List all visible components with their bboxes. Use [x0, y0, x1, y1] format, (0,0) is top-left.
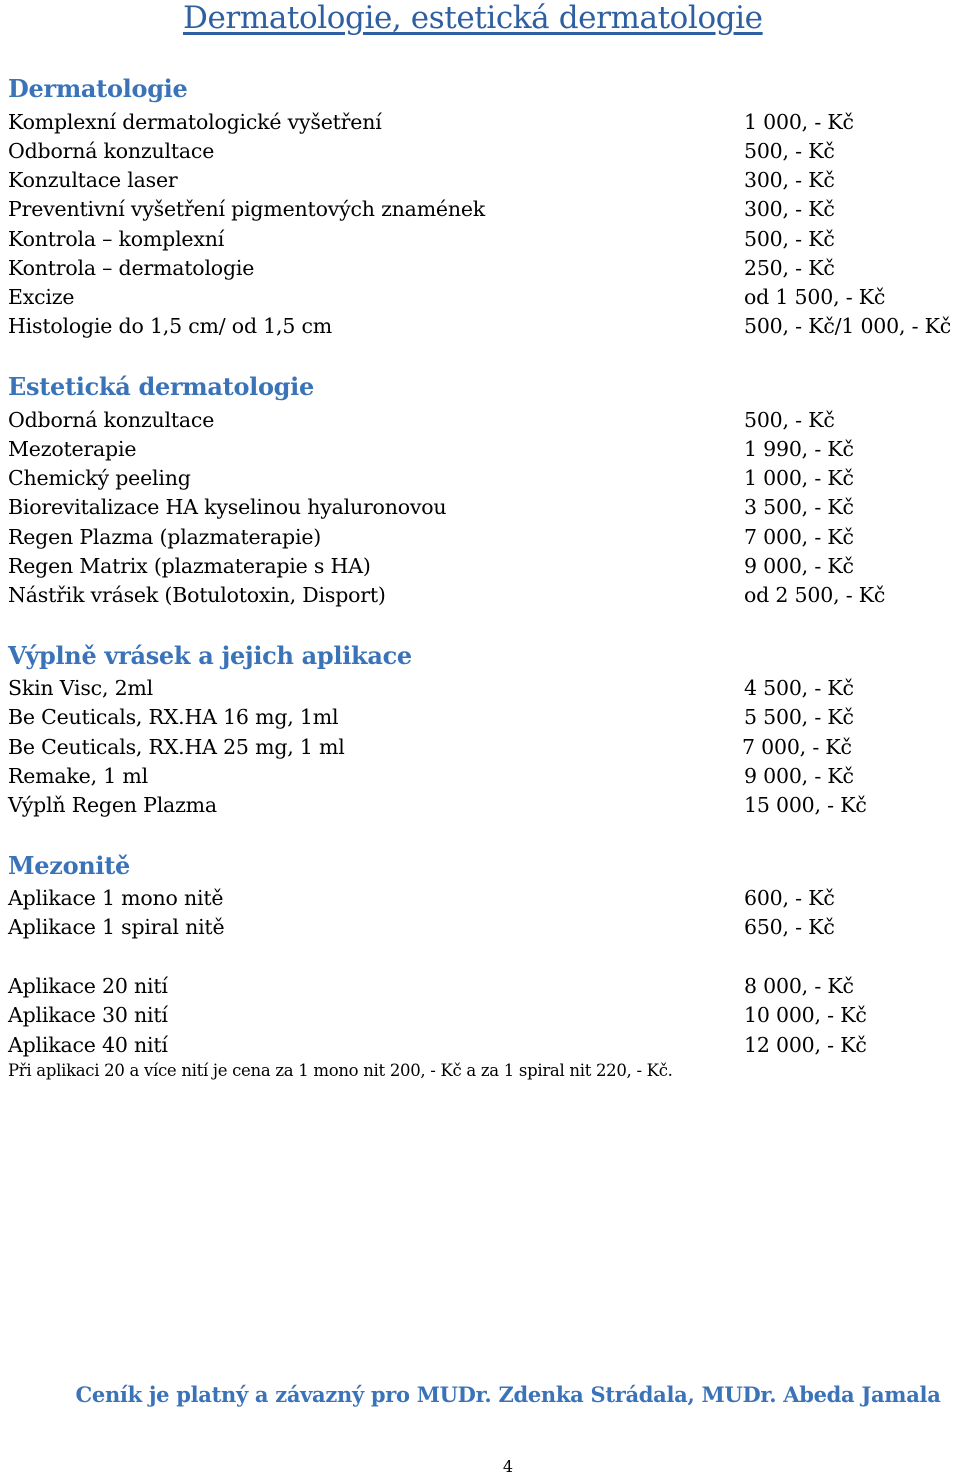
price-row — [0, 791, 960, 820]
service-price: 10 000, - Kč — [744, 1003, 867, 1027]
threads-price-note: Při aplikaci 20 a více nití je cena za 1 mono nit 200, - Kč a za 1 spiral nit 220, - Kč. — [8, 1061, 673, 1080]
page-number: 4 — [502, 1457, 514, 1476]
price-row — [0, 137, 960, 166]
service-name: Odborná konzultace — [8, 408, 215, 432]
service-name: Remake, 1 ml — [8, 764, 148, 788]
service-name: Aplikace 30 nití — [8, 1003, 168, 1027]
service-name: Kontrola – dermatologie — [8, 256, 255, 280]
service-price: od 1 500, - Kč — [744, 285, 886, 309]
service-price: 8 000, - Kč — [744, 974, 854, 998]
section-heading-vyplne-vrasek: Výplně vrásek a jejich aplikace — [8, 641, 412, 670]
price-row — [0, 464, 960, 493]
price-row — [0, 493, 960, 522]
service-name: Mezoterapie — [8, 437, 137, 461]
section-heading-dermatologie: Dermatologie — [8, 74, 188, 103]
section-heading-esteticka-dermatologie: Estetická dermatologie — [8, 372, 314, 401]
service-name: Aplikace 1 mono nitě — [8, 886, 224, 910]
price-row — [0, 762, 960, 791]
service-name: Aplikace 40 nití — [8, 1033, 168, 1057]
service-name: Komplexní dermatologické vyšetření — [8, 110, 382, 134]
service-price: 300, - Kč — [744, 168, 835, 192]
service-name: Be Ceuticals, RX.HA 25 mg, 1 ml — [8, 735, 345, 759]
service-price: 12 000, - Kč — [744, 1033, 867, 1057]
service-name: Nástřik vrásek (Botulotoxin, Disport) — [8, 583, 386, 607]
service-price: 500, - Kč — [744, 408, 835, 432]
service-price: 1 000, - Kč — [744, 466, 854, 490]
validity-footer: Ceník je platný a závazný pro MUDr. Zdenka Strádala, MUDr. Abeda Jamala — [75, 1382, 941, 1407]
price-row — [0, 406, 960, 435]
service-price: 9 000, - Kč — [744, 554, 854, 578]
service-name: Chemický peeling — [8, 466, 191, 490]
price-row — [0, 581, 960, 610]
service-name: Preventivní vyšetření pigmentových znamének — [8, 197, 486, 221]
service-price: 650, - Kč — [744, 915, 835, 939]
service-price: 5 500, - Kč — [744, 705, 854, 729]
service-price: 250, - Kč — [744, 256, 835, 280]
price-row — [0, 1031, 960, 1060]
service-name: Biorevitalizace HA kyselinou hyaluronovou — [8, 495, 447, 519]
service-name: Výplň Regen Plazma — [8, 793, 217, 817]
price-row — [0, 108, 960, 137]
service-price: 500, - Kč — [744, 227, 835, 251]
service-price: 15 000, - Kč — [744, 793, 867, 817]
price-row — [0, 312, 960, 341]
price-row — [0, 733, 960, 762]
service-name: Odborná konzultace — [8, 139, 215, 163]
service-price: 4 500, - Kč — [744, 676, 854, 700]
service-price: 7 000, - Kč — [742, 735, 852, 759]
price-row — [0, 523, 960, 552]
service-name: Kontrola – komplexní — [8, 227, 225, 251]
price-row — [0, 195, 960, 224]
service-name: Aplikace 20 nití — [8, 974, 168, 998]
service-price: 300, - Kč — [744, 197, 835, 221]
service-price: 500, - Kč/1 000, - Kč — [744, 314, 952, 338]
service-price: 9 000, - Kč — [744, 764, 854, 788]
service-name: Regen Plazma (plazmaterapie) — [8, 525, 322, 549]
price-row — [0, 283, 960, 312]
price-row — [0, 254, 960, 283]
service-price: 600, - Kč — [744, 886, 835, 910]
price-row — [0, 972, 960, 1001]
price-row — [0, 435, 960, 464]
service-price: 1 000, - Kč — [744, 110, 854, 134]
service-price: od 2 500, - Kč — [744, 583, 886, 607]
service-name: Aplikace 1 spiral nitě — [8, 915, 225, 939]
price-row — [0, 703, 960, 732]
service-name: Excize — [8, 285, 75, 309]
service-name: Konzultace laser — [8, 168, 178, 192]
service-name: Be Ceuticals, RX.HA 16 mg, 1ml — [8, 705, 339, 729]
service-name: Regen Matrix (plazmaterapie s HA) — [8, 554, 371, 578]
page-title: Dermatologie, estetická dermatologie — [183, 0, 763, 36]
price-row — [0, 1001, 960, 1030]
service-price: 3 500, - Kč — [744, 495, 854, 519]
service-name: Histologie do 1,5 cm/ od 1,5 cm — [8, 314, 333, 338]
price-row — [0, 166, 960, 195]
price-row — [0, 552, 960, 581]
service-price: 7 000, - Kč — [744, 525, 854, 549]
service-price: 1 990, - Kč — [744, 437, 854, 461]
service-name: Skin Visc, 2ml — [8, 676, 154, 700]
price-row — [0, 884, 960, 913]
price-row — [0, 674, 960, 703]
price-row — [0, 225, 960, 254]
price-row — [0, 913, 960, 942]
section-heading-mezonite: Mezonitě — [8, 851, 130, 880]
service-price: 500, - Kč — [744, 139, 835, 163]
